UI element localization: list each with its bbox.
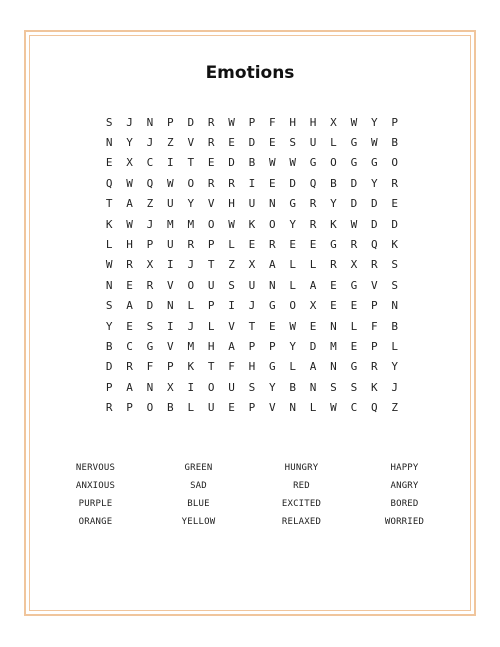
grid-letter: K <box>391 238 398 252</box>
grid-letter: K <box>370 380 378 394</box>
grid-letter: U <box>207 401 215 415</box>
grid-letter: E <box>309 319 317 333</box>
grid-letter: D <box>289 176 297 190</box>
grid-letter: P <box>126 401 133 415</box>
grid-letter: G <box>309 156 317 170</box>
grid-letter: O <box>207 380 215 394</box>
grid-letter: B <box>330 176 337 190</box>
grid-letter: K <box>248 217 256 231</box>
grid-letter: R <box>187 238 195 252</box>
grid-letter: Q <box>146 176 154 190</box>
grid-letter: M <box>330 339 337 353</box>
grid-letter: R <box>370 360 378 374</box>
grid-letter: W <box>330 401 337 415</box>
grid-letter: X <box>126 156 133 170</box>
grid-letter: G <box>269 360 276 374</box>
grid-letter: G <box>350 156 358 170</box>
grid-letter: B <box>391 136 398 150</box>
grid-letter: E <box>228 401 235 415</box>
grid-letter: N <box>269 278 276 292</box>
grid-letter: X <box>146 258 154 272</box>
grid-letter: L <box>207 319 215 333</box>
grid-letter: R <box>269 238 276 252</box>
grid-letter: O <box>330 156 337 170</box>
grid-letter: P <box>207 299 215 313</box>
grid-letter: Z <box>391 401 398 415</box>
grid-letter: C <box>126 339 133 353</box>
grid-letter: H <box>126 238 133 252</box>
grid-letter: J <box>391 380 398 394</box>
grid-letter: F <box>370 319 378 333</box>
grid-letter: G <box>350 136 358 150</box>
grid-letter: W <box>105 258 113 272</box>
word-list-item: RELAXED <box>281 517 322 527</box>
grid-letter: E <box>330 278 337 292</box>
grid-letter: Y <box>269 380 276 394</box>
grid-letter: D <box>187 115 195 129</box>
grid-letter: E <box>269 319 276 333</box>
grid-letter: L <box>105 238 113 252</box>
grid-letter: D <box>370 217 378 231</box>
grid-letter: B <box>289 380 297 394</box>
grid-letter: Y <box>370 176 378 190</box>
grid-letter: W <box>350 217 358 231</box>
word-list-item: HAPPY <box>390 463 419 473</box>
grid-letter: W <box>350 115 358 129</box>
grid-letter: D <box>391 217 398 231</box>
grid-letter: W <box>126 217 133 231</box>
grid-letter: L <box>330 136 337 150</box>
grid-letter: V <box>167 278 174 292</box>
grid-letter: S <box>330 380 337 394</box>
grid-letter: L <box>289 360 297 374</box>
grid-letter: L <box>187 299 195 313</box>
grid-letter: L <box>289 278 297 292</box>
grid-letter: V <box>187 136 195 150</box>
grid-letter: T <box>105 197 113 211</box>
grid-letter: R <box>207 176 215 190</box>
word-list-item: YELLOW <box>181 517 216 527</box>
grid-letter: C <box>350 401 358 415</box>
puzzle-title: Emotions <box>205 63 295 83</box>
grid-letter: J <box>248 299 256 313</box>
grid-letter: R <box>105 401 113 415</box>
grid-letter: Y <box>370 115 378 129</box>
grid-letter: L <box>350 319 358 333</box>
grid-letter: P <box>269 339 276 353</box>
letter-grid <box>99 112 405 418</box>
grid-letter: S <box>248 380 256 394</box>
grid-letter: Y <box>391 360 398 374</box>
word-list-item: HUNGRY <box>284 463 319 473</box>
grid-letter: P <box>207 238 215 252</box>
grid-letter: F <box>146 360 154 374</box>
grid-letter: E <box>126 278 133 292</box>
grid-letter: Q <box>105 176 113 190</box>
grid-letter: V <box>269 401 276 415</box>
grid-letter: N <box>309 380 317 394</box>
grid-letter: E <box>330 299 337 313</box>
grid-letter: A <box>309 278 317 292</box>
grid-letter: V <box>370 278 378 292</box>
grid-letter: W <box>370 136 378 150</box>
grid-letter: S <box>228 278 235 292</box>
grid-letter: O <box>207 217 215 231</box>
grid-letter: R <box>391 176 398 190</box>
grid-letter: E <box>391 197 398 211</box>
grid-letter: N <box>105 278 113 292</box>
grid-letter: G <box>330 238 337 252</box>
grid-letter: S <box>105 299 113 313</box>
grid-letter: Z <box>167 136 174 150</box>
grid-letter: B <box>248 156 256 170</box>
grid-letter: Z <box>228 258 235 272</box>
grid-letter: W <box>228 115 235 129</box>
grid-letter: W <box>289 156 297 170</box>
word-list-item: SAD <box>190 481 207 491</box>
grid-letter: N <box>289 401 297 415</box>
grid-letter: U <box>309 136 317 150</box>
grid-letter: S <box>350 380 358 394</box>
grid-letter: T <box>187 156 195 170</box>
grid-letter: O <box>269 217 276 231</box>
grid-letter: R <box>309 197 317 211</box>
grid-letter: M <box>187 339 195 353</box>
grid-letter: I <box>167 319 174 333</box>
grid-letter: E <box>105 156 113 170</box>
grid-letter: N <box>146 380 154 394</box>
grid-letter: G <box>350 360 358 374</box>
grid-letter: W <box>228 217 235 231</box>
grid-letter: R <box>207 136 215 150</box>
grid-letter: P <box>167 115 174 129</box>
grid-letter: P <box>167 360 174 374</box>
grid-letter: U <box>167 197 174 211</box>
grid-letter: X <box>309 299 317 313</box>
grid-letter: R <box>207 115 215 129</box>
grid-letter: G <box>350 278 358 292</box>
grid-letter: O <box>391 156 398 170</box>
grid-letter: N <box>330 360 337 374</box>
grid-letter: A <box>126 197 133 211</box>
grid-letter: E <box>309 238 317 252</box>
grid-letter: K <box>187 360 195 374</box>
grid-letter: X <box>248 258 256 272</box>
grid-letter: C <box>146 156 154 170</box>
grid-letter: W <box>126 176 133 190</box>
grid-letter: U <box>228 380 235 394</box>
grid-letter: Y <box>289 339 297 353</box>
grid-letter: L <box>309 401 317 415</box>
grid-letter: I <box>167 258 174 272</box>
grid-letter: R <box>126 360 133 374</box>
word-list-item: PURPLE <box>78 499 113 509</box>
grid-letter: N <box>146 115 154 129</box>
grid-letter: E <box>269 176 276 190</box>
grid-letter: G <box>289 197 297 211</box>
grid-letter: D <box>309 339 317 353</box>
grid-letter: D <box>370 197 378 211</box>
grid-letter: P <box>248 401 256 415</box>
grid-letter: N <box>330 319 337 333</box>
word-list-item: NERVOUS <box>75 463 116 473</box>
grid-letter: E <box>207 156 215 170</box>
grid-letter: W <box>269 156 276 170</box>
grid-letter: H <box>207 339 215 353</box>
grid-letter: D <box>228 156 235 170</box>
grid-letter: D <box>105 360 113 374</box>
grid-letter: J <box>126 115 133 129</box>
word-list-item: WORRIED <box>384 517 425 527</box>
grid-letter: K <box>330 217 337 231</box>
grid-letter: U <box>167 238 174 252</box>
grid-letter: R <box>309 217 317 231</box>
grid-letter: P <box>248 339 256 353</box>
word-list-item: GREEN <box>184 463 213 473</box>
grid-letter: I <box>228 299 235 313</box>
grid-letter: E <box>289 238 297 252</box>
grid-letter: N <box>167 299 174 313</box>
grid-letter: B <box>105 339 113 353</box>
grid-letter: P <box>105 380 113 394</box>
grid-letter: D <box>350 176 358 190</box>
grid-letter: A <box>309 360 317 374</box>
grid-letter: H <box>248 360 256 374</box>
grid-letter: P <box>370 339 378 353</box>
grid-letter: U <box>248 197 256 211</box>
grid-letter: T <box>207 360 215 374</box>
grid-letter: Q <box>370 401 378 415</box>
grid-letter: B <box>167 401 174 415</box>
grid-letter: I <box>248 176 256 190</box>
grid-letter: E <box>248 238 256 252</box>
grid-letter: F <box>228 360 235 374</box>
grid-letter: Y <box>330 197 337 211</box>
grid-letter: W <box>289 319 297 333</box>
grid-letter: X <box>330 115 337 129</box>
grid-letter: J <box>146 217 154 231</box>
grid-letter: S <box>146 319 154 333</box>
grid-letter: I <box>167 156 174 170</box>
grid-letter: J <box>187 258 195 272</box>
grid-letter: R <box>126 258 133 272</box>
grid-letter: L <box>289 258 297 272</box>
grid-letter: R <box>146 278 154 292</box>
grid-letter: E <box>269 136 276 150</box>
grid-letter: U <box>207 278 215 292</box>
word-list-item: ANXIOUS <box>75 481 116 491</box>
grid-letter: A <box>228 339 235 353</box>
word-list-item: ORANGE <box>78 517 113 527</box>
grid-letter: D <box>146 299 154 313</box>
grid-letter: S <box>289 136 297 150</box>
grid-letter: L <box>228 238 235 252</box>
grid-letter: P <box>248 115 256 129</box>
grid-letter: P <box>146 238 154 252</box>
grid-letter: P <box>370 299 378 313</box>
grid-letter: S <box>105 115 113 129</box>
grid-letter: B <box>391 319 398 333</box>
grid-letter: M <box>167 217 174 231</box>
grid-letter: R <box>330 258 337 272</box>
word-list-item: BLUE <box>187 499 210 509</box>
grid-letter: E <box>126 319 133 333</box>
grid-letter: A <box>126 380 133 394</box>
grid-letter: E <box>350 339 358 353</box>
grid-letter: R <box>228 176 235 190</box>
grid-letter: U <box>248 278 256 292</box>
grid-letter: S <box>391 278 398 292</box>
grid-letter: O <box>146 401 154 415</box>
grid-letter: V <box>228 319 235 333</box>
grid-letter: I <box>187 380 195 394</box>
grid-letter: Y <box>105 319 113 333</box>
grid-letter: Q <box>309 176 317 190</box>
grid-letter: V <box>167 339 174 353</box>
grid-letter: Y <box>289 217 297 231</box>
grid-letter: V <box>207 197 215 211</box>
grid-letter: O <box>187 278 195 292</box>
grid-letter: R <box>350 238 358 252</box>
grid-letter: J <box>187 319 195 333</box>
grid-letter: N <box>391 299 398 313</box>
word-list-item: ANGRY <box>390 481 419 491</box>
grid-letter: E <box>350 299 358 313</box>
grid-letter: R <box>370 258 378 272</box>
grid-letter: S <box>391 258 398 272</box>
grid-letter: L <box>391 339 398 353</box>
grid-letter: H <box>228 197 235 211</box>
grid-letter: N <box>269 197 276 211</box>
grid-letter: A <box>269 258 276 272</box>
word-list <box>44 459 456 531</box>
grid-letter: D <box>350 197 358 211</box>
grid-letter: X <box>350 258 358 272</box>
grid-letter: Q <box>370 238 378 252</box>
grid-letter: D <box>248 136 256 150</box>
word-list-item: BORED <box>390 499 419 509</box>
grid-letter: G <box>370 156 378 170</box>
grid-letter: P <box>391 115 398 129</box>
grid-letter: L <box>187 401 195 415</box>
grid-letter: F <box>269 115 276 129</box>
grid-letter: X <box>167 380 174 394</box>
grid-letter: H <box>309 115 317 129</box>
grid-letter: L <box>309 258 317 272</box>
grid-letter: T <box>207 258 215 272</box>
grid-letter: N <box>105 136 113 150</box>
word-list-item: RED <box>293 481 310 491</box>
grid-letter: O <box>187 176 195 190</box>
grid-letter: Y <box>126 136 133 150</box>
grid-letter: K <box>105 217 113 231</box>
grid-letter: E <box>228 136 235 150</box>
grid-letter: T <box>248 319 256 333</box>
grid-letter: J <box>146 136 154 150</box>
grid-letter: H <box>289 115 297 129</box>
grid-letter: G <box>146 339 154 353</box>
grid-letter: Z <box>146 197 154 211</box>
grid-letter: G <box>269 299 276 313</box>
grid-letter: M <box>187 217 195 231</box>
grid-letter: A <box>126 299 133 313</box>
word-list-item: EXCITED <box>281 499 322 509</box>
grid-letter: Y <box>187 197 195 211</box>
grid-letter: W <box>167 176 174 190</box>
grid-letter: O <box>289 299 297 313</box>
